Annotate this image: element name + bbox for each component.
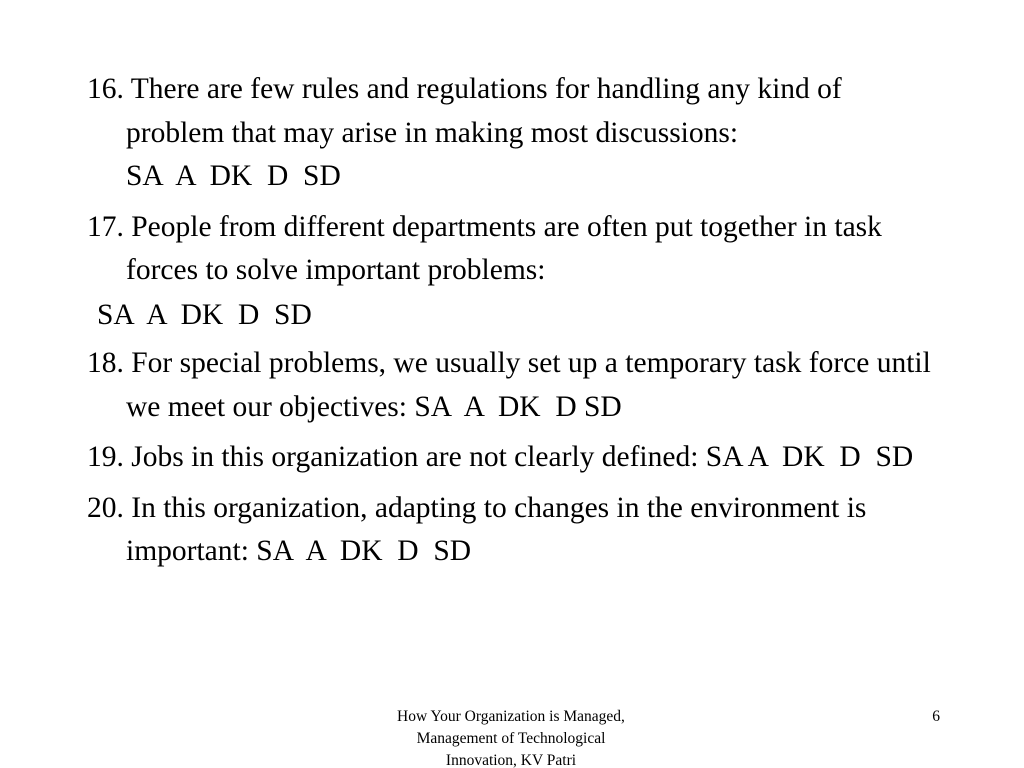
footer-line-1: How Your Organization is Managed, [397,708,625,725]
footer-line-3: Innovation, KV Patri [445,752,577,768]
response-scale: SA A DK D SD [97,298,312,331]
question-item-20 [87,487,947,574]
question-item-18 [87,342,947,429]
question-list [87,68,947,581]
question-text: 17. People from different departments are often put together in task forces to solve important problems: [87,210,882,286]
question-text: 16. There are few rules and regulations for handling any kind of problem that may arise in making most discussions: [87,73,842,149]
question-item-17 [87,206,947,293]
response-scale: SA A DK D SD [126,160,341,192]
question-item-17-scale-line [87,294,947,338]
question-text: 19. Jobs in this organization are not clearly defined: SA [87,441,748,473]
question-text: 18. For special problems, we usually set up a temporary task force until we meet our objectives: [87,347,931,423]
response-scale: SA A DK D SD [256,535,472,567]
page-number: 6 [932,708,940,725]
question-item-19 [87,436,947,480]
footer-line-2: Management of Technological [416,730,606,747]
response-scale: A DK D SD [747,441,914,473]
question-text: 20. In this organization, adapting to changes in the environment is important: [87,491,867,567]
footer-caption [330,706,692,768]
question-item-16 [87,68,947,199]
response-scale: SA A DK D SD [414,390,622,423]
